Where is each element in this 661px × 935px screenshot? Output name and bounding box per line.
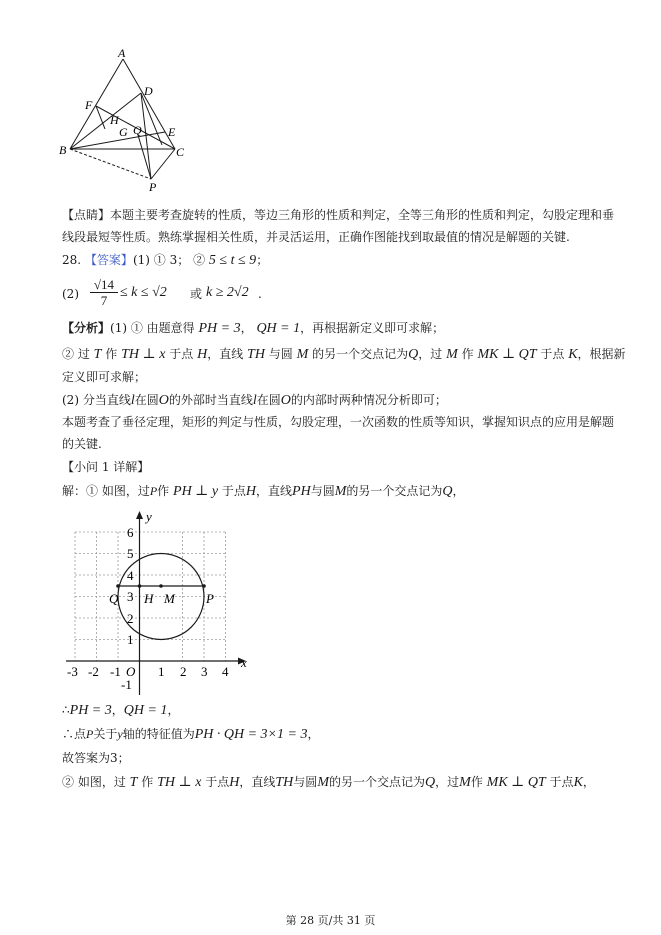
label-C: C xyxy=(176,145,185,159)
math-expr: PH · QH = 3×1 = 3 xyxy=(194,727,308,742)
sub1-line-1 xyxy=(62,483,465,500)
part2-fraction xyxy=(90,277,118,308)
math-expr: QH = 1 xyxy=(123,703,168,718)
math-expr: PH = 3 xyxy=(69,703,112,718)
math-expr: l xyxy=(252,393,257,408)
x-tick-label: 2 xyxy=(180,664,187,679)
dianjing-line-1 xyxy=(62,207,614,223)
solution-text: 关于 xyxy=(93,727,118,741)
analysis-text: 与圆 xyxy=(268,347,293,361)
analysis-text: (2) 分当直线 xyxy=(62,393,131,407)
math-expr: T xyxy=(129,775,138,790)
solution-text: 作 xyxy=(470,775,483,789)
math-expr: O xyxy=(158,393,169,408)
fraction-denominator: 7 xyxy=(100,293,108,308)
math-expr: MK ⊥ QT xyxy=(486,775,546,790)
point-H xyxy=(138,584,142,588)
y-axis-label: y xyxy=(146,509,152,524)
y-tick-label: 3 xyxy=(127,589,134,604)
sub1-text: 解：① 如图，过 xyxy=(62,484,150,498)
circled-1: ① xyxy=(153,253,166,267)
x-tick-label: 4 xyxy=(222,664,229,679)
solution-text: ，过 xyxy=(435,775,460,789)
analysis-text: ，根据新 xyxy=(577,347,626,361)
analysis-line-1 xyxy=(62,320,444,337)
solution-text: 与圆 xyxy=(293,775,318,789)
solution-line-1 xyxy=(62,702,179,719)
math-expr: H xyxy=(229,775,240,790)
math-expr: M xyxy=(446,347,458,362)
label-G: G xyxy=(119,125,128,139)
analysis-text: 作 xyxy=(105,347,118,361)
analysis-tag: 【分析】 xyxy=(62,321,111,335)
label-Q: Q xyxy=(133,123,142,137)
geometry-figure xyxy=(55,45,195,195)
segment-BP-dashed xyxy=(70,149,151,179)
solution-text: 的另一个交点记为 xyxy=(328,775,425,789)
solution-text: ， xyxy=(111,703,124,717)
label-E: E xyxy=(168,125,176,139)
math-expr: H xyxy=(245,484,257,499)
solution-text: ② 如图，过 xyxy=(62,775,126,789)
segment-QP xyxy=(138,135,151,179)
math-expr: M xyxy=(317,775,329,790)
fraction-numerator: √14 xyxy=(90,277,118,293)
therefore-symbol: ∴ xyxy=(62,703,70,717)
label-F: F xyxy=(85,98,93,112)
analysis-text: 的另一个交点记为 xyxy=(312,347,409,361)
math-expr: H xyxy=(197,347,208,362)
math-expr: PH = 3 xyxy=(198,321,241,336)
segment-PC xyxy=(151,149,175,179)
sub1-text: ，直线 xyxy=(256,484,293,498)
part1-value-1: 3； xyxy=(169,253,190,267)
analysis-text: 的外部时当直线 xyxy=(168,393,253,407)
label-M: M xyxy=(164,591,175,606)
sub1-text: ， xyxy=(452,484,465,498)
math-expr: Q xyxy=(442,484,453,499)
solution-text: 于点 xyxy=(549,775,574,789)
math-expr: MK ⊥ QT xyxy=(477,347,537,362)
solution-text: 轴的特征值为 xyxy=(122,727,195,741)
analysis-text: ，再根据新定义即可求解； xyxy=(300,321,445,335)
math-expr: K xyxy=(573,775,583,790)
point-P xyxy=(202,584,206,588)
y-tick-label: 1 xyxy=(127,632,134,647)
x-tick-label: -3 xyxy=(67,664,78,679)
circled-2: ② xyxy=(193,253,206,267)
math-expr: O xyxy=(280,393,291,408)
math-expr: l xyxy=(130,393,135,408)
dianjing-text-2: 线段最短等性质。熟练掌握相关性质，并灵活运用，正确作图能找到取最值的情况是解题的关键. xyxy=(62,230,570,244)
part1-inequality: 5 ≤ t ≤ 9 xyxy=(208,253,257,268)
solution-line-3: 故答案为3； xyxy=(62,751,130,765)
analysis-line-5: 本题考查了垂径定理，矩形的判定与性质，勾股定理，一次函数的性质等知识，掌握知识点的应用是解题 xyxy=(62,415,615,429)
label-Q: Q xyxy=(109,591,119,606)
analysis-text: 于点 xyxy=(540,347,565,361)
part2-prefix: (2) xyxy=(62,287,79,301)
solution-line-4 xyxy=(62,774,595,791)
part2-inequality-2: k ≥ 2√2 xyxy=(206,285,249,300)
answer-line-1 xyxy=(62,252,268,269)
analysis-text: 在圆 xyxy=(256,393,281,407)
y-tick-label: 6 xyxy=(127,525,134,540)
math-expr: M xyxy=(296,347,309,362)
analysis-text: 的内部时两种情况分析即可； xyxy=(290,393,447,407)
x-tick-label: -1 xyxy=(110,664,121,679)
analysis-text: ，过 xyxy=(418,347,443,361)
y-axis-arrow xyxy=(136,511,143,519)
analysis-text: (1) ① 由题意得 xyxy=(110,321,195,335)
math-expr: TH ⊥ x xyxy=(121,347,166,362)
solution-text: ， xyxy=(307,727,320,741)
dianjing-tag: 【点睛】 xyxy=(62,208,111,222)
math-expr: M xyxy=(334,484,347,499)
solution-text: 于点 xyxy=(205,775,230,789)
analysis-text: 于点 xyxy=(169,347,194,361)
sub1-tag: 【小问 1 详解】 xyxy=(62,460,150,474)
origin-label: O xyxy=(126,664,136,679)
segment-AB xyxy=(70,59,123,149)
point-Q xyxy=(116,584,120,588)
dianjing-text-1: 本题主要考查旋转的性质，等边三角形的性质和判定，全等三角形的性质和判定，勾股定理和垂 xyxy=(110,208,615,222)
analysis-line-2 xyxy=(62,346,626,363)
sub1-text: 的另一个交点记为 xyxy=(346,484,443,498)
math-expr: y xyxy=(117,727,123,741)
question-number: 28. xyxy=(62,253,82,267)
x-axis-label: x xyxy=(241,655,247,670)
y-tick-label: 4 xyxy=(127,568,134,583)
label-A: A xyxy=(118,46,126,60)
y-tick-label: -1 xyxy=(121,677,132,692)
math-expr: P xyxy=(86,727,94,741)
math-expr: TH xyxy=(275,775,294,790)
math-expr: Q xyxy=(425,775,436,790)
segment-BE xyxy=(70,132,165,149)
math-expr: TH ⊥ x xyxy=(157,775,202,790)
y-tick-label: 5 xyxy=(127,546,134,561)
coordinate-figure xyxy=(58,505,258,700)
label-H: H xyxy=(144,591,154,606)
label-D: D xyxy=(144,84,153,98)
math-expr: P xyxy=(149,484,158,498)
x-tick-label: 3 xyxy=(201,664,208,679)
part1-prefix: (1) xyxy=(132,253,150,267)
sub1-text: 作 xyxy=(157,484,170,498)
label-B: B xyxy=(59,143,67,157)
part1-end: ； xyxy=(256,253,269,267)
solution-text: ，直线 xyxy=(239,775,276,789)
math-expr: PH ⊥ y xyxy=(173,484,219,499)
math-expr: PH xyxy=(292,484,311,499)
analysis-line-3: 定义即可求解； xyxy=(62,370,147,384)
label-H: H xyxy=(110,113,119,127)
solution-text: 作 xyxy=(141,775,154,789)
math-expr: QH = 1 xyxy=(256,321,301,336)
math-expr: Q xyxy=(408,347,419,362)
analysis-line-6: 的关键. xyxy=(62,437,102,451)
analysis-text: ， xyxy=(240,321,253,335)
solution-line-2 xyxy=(62,726,319,743)
analysis-line-4 xyxy=(62,392,447,409)
segment-BD xyxy=(70,93,141,149)
answer-tag: 【答案】 xyxy=(84,253,133,267)
page-footer: 第 28 页/共 31 页 xyxy=(285,914,376,927)
math-expr: K xyxy=(568,347,578,362)
math-expr: M xyxy=(459,775,471,790)
sub1-text: 于点 xyxy=(221,484,246,498)
y-tick-label: 2 xyxy=(127,611,134,626)
analysis-text: 作 xyxy=(461,347,474,361)
math-expr: T xyxy=(93,347,102,362)
point-M xyxy=(159,584,163,588)
label-P: P xyxy=(206,591,214,606)
part2-inequality: ≤ k ≤ √2 xyxy=(120,285,167,300)
x-tick-label: 1 xyxy=(158,664,165,679)
part2-end: . xyxy=(258,287,262,301)
x-tick-label: -2 xyxy=(88,664,99,679)
analysis-text: ② 过 xyxy=(62,347,90,361)
solution-text: ， xyxy=(167,703,180,717)
label-P: P xyxy=(149,180,157,194)
solution-text: ， xyxy=(582,775,595,789)
part2-or: 或 xyxy=(190,287,203,301)
sub1-text: 与圆 xyxy=(310,484,335,498)
solution-text: ∴点 xyxy=(62,727,87,741)
analysis-text: ，直线 xyxy=(207,347,244,361)
math-expr: TH xyxy=(247,347,265,362)
analysis-text: 在圆 xyxy=(134,393,159,407)
